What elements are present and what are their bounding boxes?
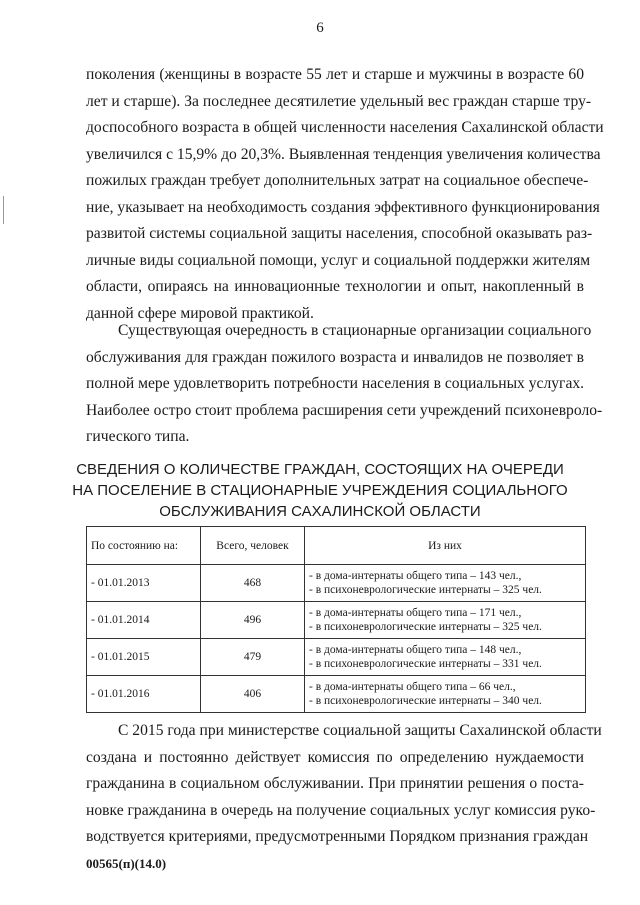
text-line: новке гражданина в очередь на получение социальных услуг комиссия руко- <box>86 801 596 819</box>
footer-code: 00565(п)(14.0) <box>86 856 167 871</box>
text-line: лет и старше). За последнее десятилетие удельный вес граждан старше тру- <box>86 92 592 110</box>
table-header-row <box>87 527 586 565</box>
header-total: Всего, человек <box>201 527 305 565</box>
text-line: создана и постоянно действует комиссия по определению нуждаемости <box>86 748 584 766</box>
row-total: 406 <box>201 676 305 713</box>
detail-line: - в психоневрологические интернаты – 340 чел. <box>309 695 542 707</box>
page-number: 6 <box>316 20 324 36</box>
header-details: Из них <box>305 527 586 565</box>
paragraph-bottom <box>86 718 602 851</box>
text-line: области, опираясь на инновационные технологии и опыт, накопленный в <box>86 278 584 295</box>
text-line: Существующая очередность в стационарные организации социального <box>118 322 592 339</box>
row-date: - 01.01.2015 <box>87 639 201 676</box>
text-line: водствуется критериями, предусмотренными Порядком признания граждан <box>86 828 589 845</box>
text-line: пожилых граждан требует дополнительных затрат на социальное обеспече- <box>86 172 589 189</box>
detail-line: - в психоневрологические интернаты – 325 чел. <box>309 584 542 596</box>
margin-mark <box>3 196 4 224</box>
detail-line: - в дома-интернаты общего типа – 143 чел., <box>309 570 522 582</box>
text-line: личные виды социальной помощи, услуг и социальной поддержки жителям <box>86 251 591 269</box>
section-heading <box>40 459 600 522</box>
detail-line: - в психоневрологические интернаты – 331 чел. <box>309 658 542 670</box>
row-date: - 01.01.2014 <box>87 602 201 639</box>
text-line: поколения (женщины в возрасте 55 лет и старше и мужчины в возрасте 60 <box>86 66 584 83</box>
text-line: Наиболее остро стоит проблема расширения сети учреждений психоневроло- <box>86 401 603 419</box>
row-details <box>305 565 586 602</box>
text-line: увеличился с 15,9% до 20,3%. Выявленная тенденция увеличения количества <box>86 145 601 163</box>
text-line: данной сфере мировой практикой. <box>86 304 314 322</box>
detail-line: - в психоневрологические интернаты – 325 чел. <box>309 621 542 633</box>
header-date: По состоянию на: <box>87 527 201 565</box>
text-line: гического типа. <box>86 428 190 445</box>
row-total: 479 <box>201 639 305 676</box>
row-date: - 01.01.2016 <box>87 676 201 713</box>
paragraph-top <box>86 62 604 327</box>
table-row <box>87 639 586 676</box>
text-line: полной мере удовлетворить потребности населения в социальных услугах. <box>86 375 585 392</box>
row-total: 496 <box>201 602 305 639</box>
detail-line: - в дома-интернаты общего типа – 148 чел., <box>309 644 522 656</box>
row-total: 468 <box>201 565 305 602</box>
text-line: развитой системы социальной защиты населения, способной оказывать раз- <box>86 225 593 242</box>
paragraph-second <box>86 318 603 451</box>
heading-line: НА ПОСЕЛЕНИЕ В СТАЦИОНАРНЫЕ УЧРЕЖДЕНИЯ СОЦИАЛЬНОГО <box>72 482 568 499</box>
text-line: обслуживания для граждан пожилого возраста и инвалидов не позволяет в <box>86 348 584 366</box>
text-line: доспособного возраста в общей численности населения Сахалинской области <box>86 119 604 136</box>
row-date: - 01.01.2013 <box>87 565 201 602</box>
text-line: гражданина в социальном обслуживании. При принятии решения о поста- <box>86 775 584 792</box>
text-line: С 2015 года при министерстве социальной защиты Сахалинской области <box>118 722 602 739</box>
detail-line: - в дома-интернаты общего типа – 66 чел., <box>309 681 516 693</box>
row-details <box>305 676 586 713</box>
queue-table <box>86 526 586 713</box>
row-details <box>305 602 586 639</box>
detail-line: - в дома-интернаты общего типа – 171 чел., <box>309 607 522 619</box>
text-line: ние, указывает на необходимость создания эффективного функционирования <box>86 198 600 216</box>
row-details <box>305 639 586 676</box>
table-row <box>87 676 586 713</box>
heading-line: СВЕДЕНИЯ О КОЛИЧЕСТВЕ ГРАЖДАН, СОСТОЯЩИХ НА ОЧЕРЕДИ <box>76 461 564 478</box>
table-row <box>87 565 586 602</box>
heading-line: ОБСЛУЖИВАНИЯ САХАЛИНСКОЙ ОБЛАСТИ <box>159 503 481 520</box>
table-row <box>87 602 586 639</box>
